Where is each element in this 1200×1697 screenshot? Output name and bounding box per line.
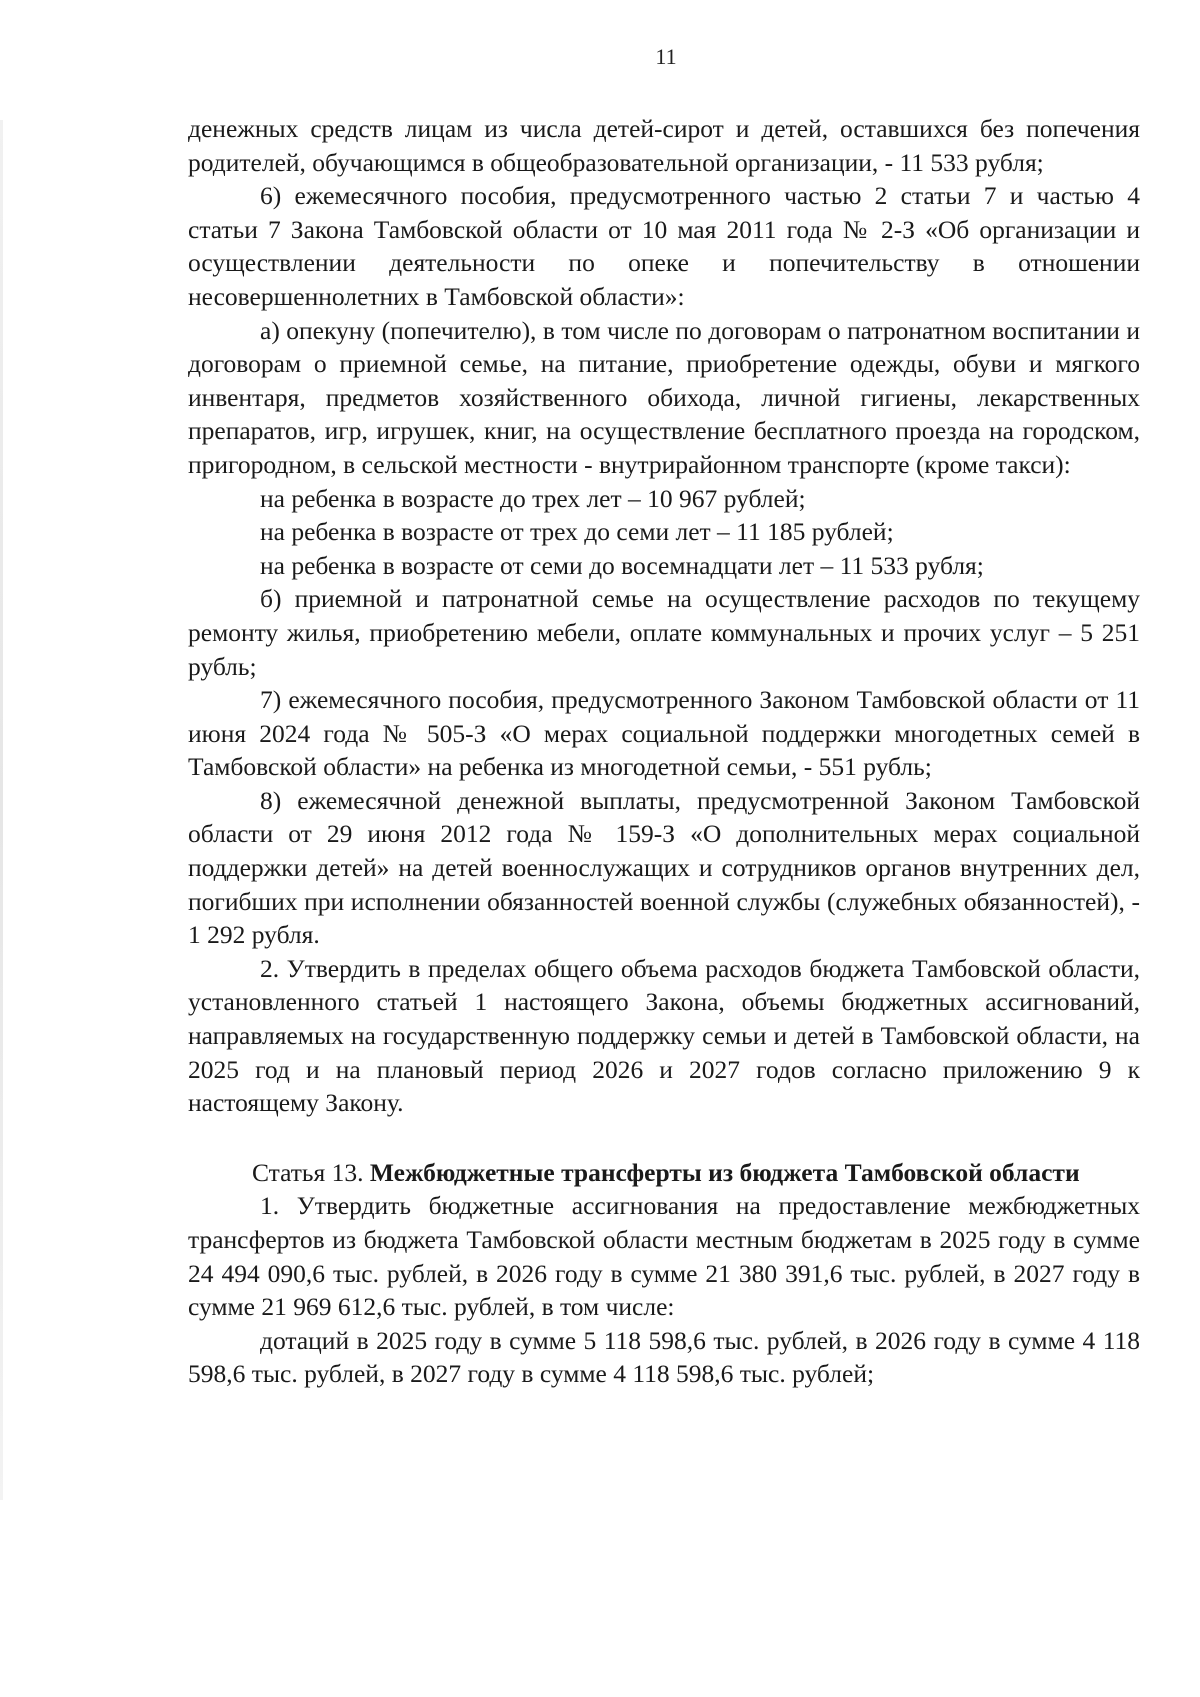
paragraph-continuation: денежных средств лицам из числа детей-сирот и детей, оставшихся без попечения родителей, обучающимся в общеобразовательной организации, - 11 533 рубля; [188,114,1140,177]
article-label: Статья 13. [252,1157,364,1187]
paragraph-section-2: 2. Утвердить в пределах общего объема расходов бюджета Тамбовской области, установленного статьей 1 настоящего Закона, объемы бюджетных ассигнований, направляемых на государственную поддержку семьи и детей в Тамбовской области, на 2025 год и на плановый период 2026 и 2027 годов согласно приложению 9 к настоящему Закону. [188,953,1140,1118]
article-paragraph-1: 1. Утвердить бюджетные ассигнования на предоставление межбюджетных трансфертов из бюджета Тамбовской области местным бюджетам в 2025 году в сумме 24 494 090,6 тыс. рублей, в 2026 году в сумме 21 380 391,6 тыс. рублей, в 2027 году в сумме 21 969 612,6 тыс. рублей, в том числе: [188,1191,1140,1322]
paragraph-item-6a: а) опекуну (попечителю), в том числе по договорам о патронатном воспитании и договорам о приемной семье, на питание, приобретение одежды, обуви и мягкого инвентаря, предметов хозяйственного обихода, личной гигиены, лекарственных препаратов, игр, игрушек, книг, на осуществление бесплатного проезда на городском, пригородном, в сельской местности - внутрирайонном транспорте (кроме такси): [188,315,1140,479]
document-body [188,112,1140,1391]
article-title: Межбюджетные трансферты из бюджета Тамбовской области [369,1157,1080,1187]
article-heading [188,1156,1140,1190]
page-number: 11 [655,44,677,69]
paragraph-item-6: 6) ежемесячного пособия, предусмотренного частью 2 статьи 7 и частью 4 статьи 7 Закона Тамбовской области от 10 мая 2011 года № 2-З «Об организации и осуществлении деятельности по опеке и попечительству в отношении несовершеннолетних в Тамбовской области»: [188,181,1140,311]
value-line-under-3: на ребенка в возрасте до трех лет – 10 967 рублей; [260,483,806,513]
article-paragraph-subsidies: дотаций в 2025 году в сумме 5 118 598,6 тыс. рублей, в 2026 году в сумме 4 118 598,6 тыс. рублей, в 2027 году в сумме 4 118 598,6 тыс. рублей; [188,1325,1140,1389]
paragraph-item-8: 8) ежемесячной денежной выплаты, предусмотренной Законом Тамбовской области от 29 июня 2012 года № 159-З «О дополнительных мерах социальной поддержки детей» на детей военнослужащих и сотрудников органов внутренних дел, погибших при исполнении обязанностей военной службы (служебных обязанностей), - 1 292 рубля. [188,785,1140,950]
paragraph-item-6b: б) приемной и патронатной семье на осуществление расходов по текущему ремонту жилья, приобретению мебели, оплате коммунальных и прочих услуг – 5 251 рубль; [188,584,1140,681]
value-line-3-to-7: на ребенка в возрасте от трех до семи лет – 11 185 рублей; [260,517,894,547]
section-gap [188,1120,1140,1156]
paragraph-item-7: 7) ежемесячного пособия, предусмотренного Законом Тамбовской области от 11 июня 2024 года № 505-З «О мерах социальной поддержки многодетных семей в Тамбовской области» на ребенка из многодетной семьи, - 551 рубль; [188,685,1140,782]
value-line-7-to-18: на ребенка в возрасте от семи до восемнадцати лет – 11 533 рубля; [260,550,984,580]
scan-edge-shadow [0,120,3,1500]
